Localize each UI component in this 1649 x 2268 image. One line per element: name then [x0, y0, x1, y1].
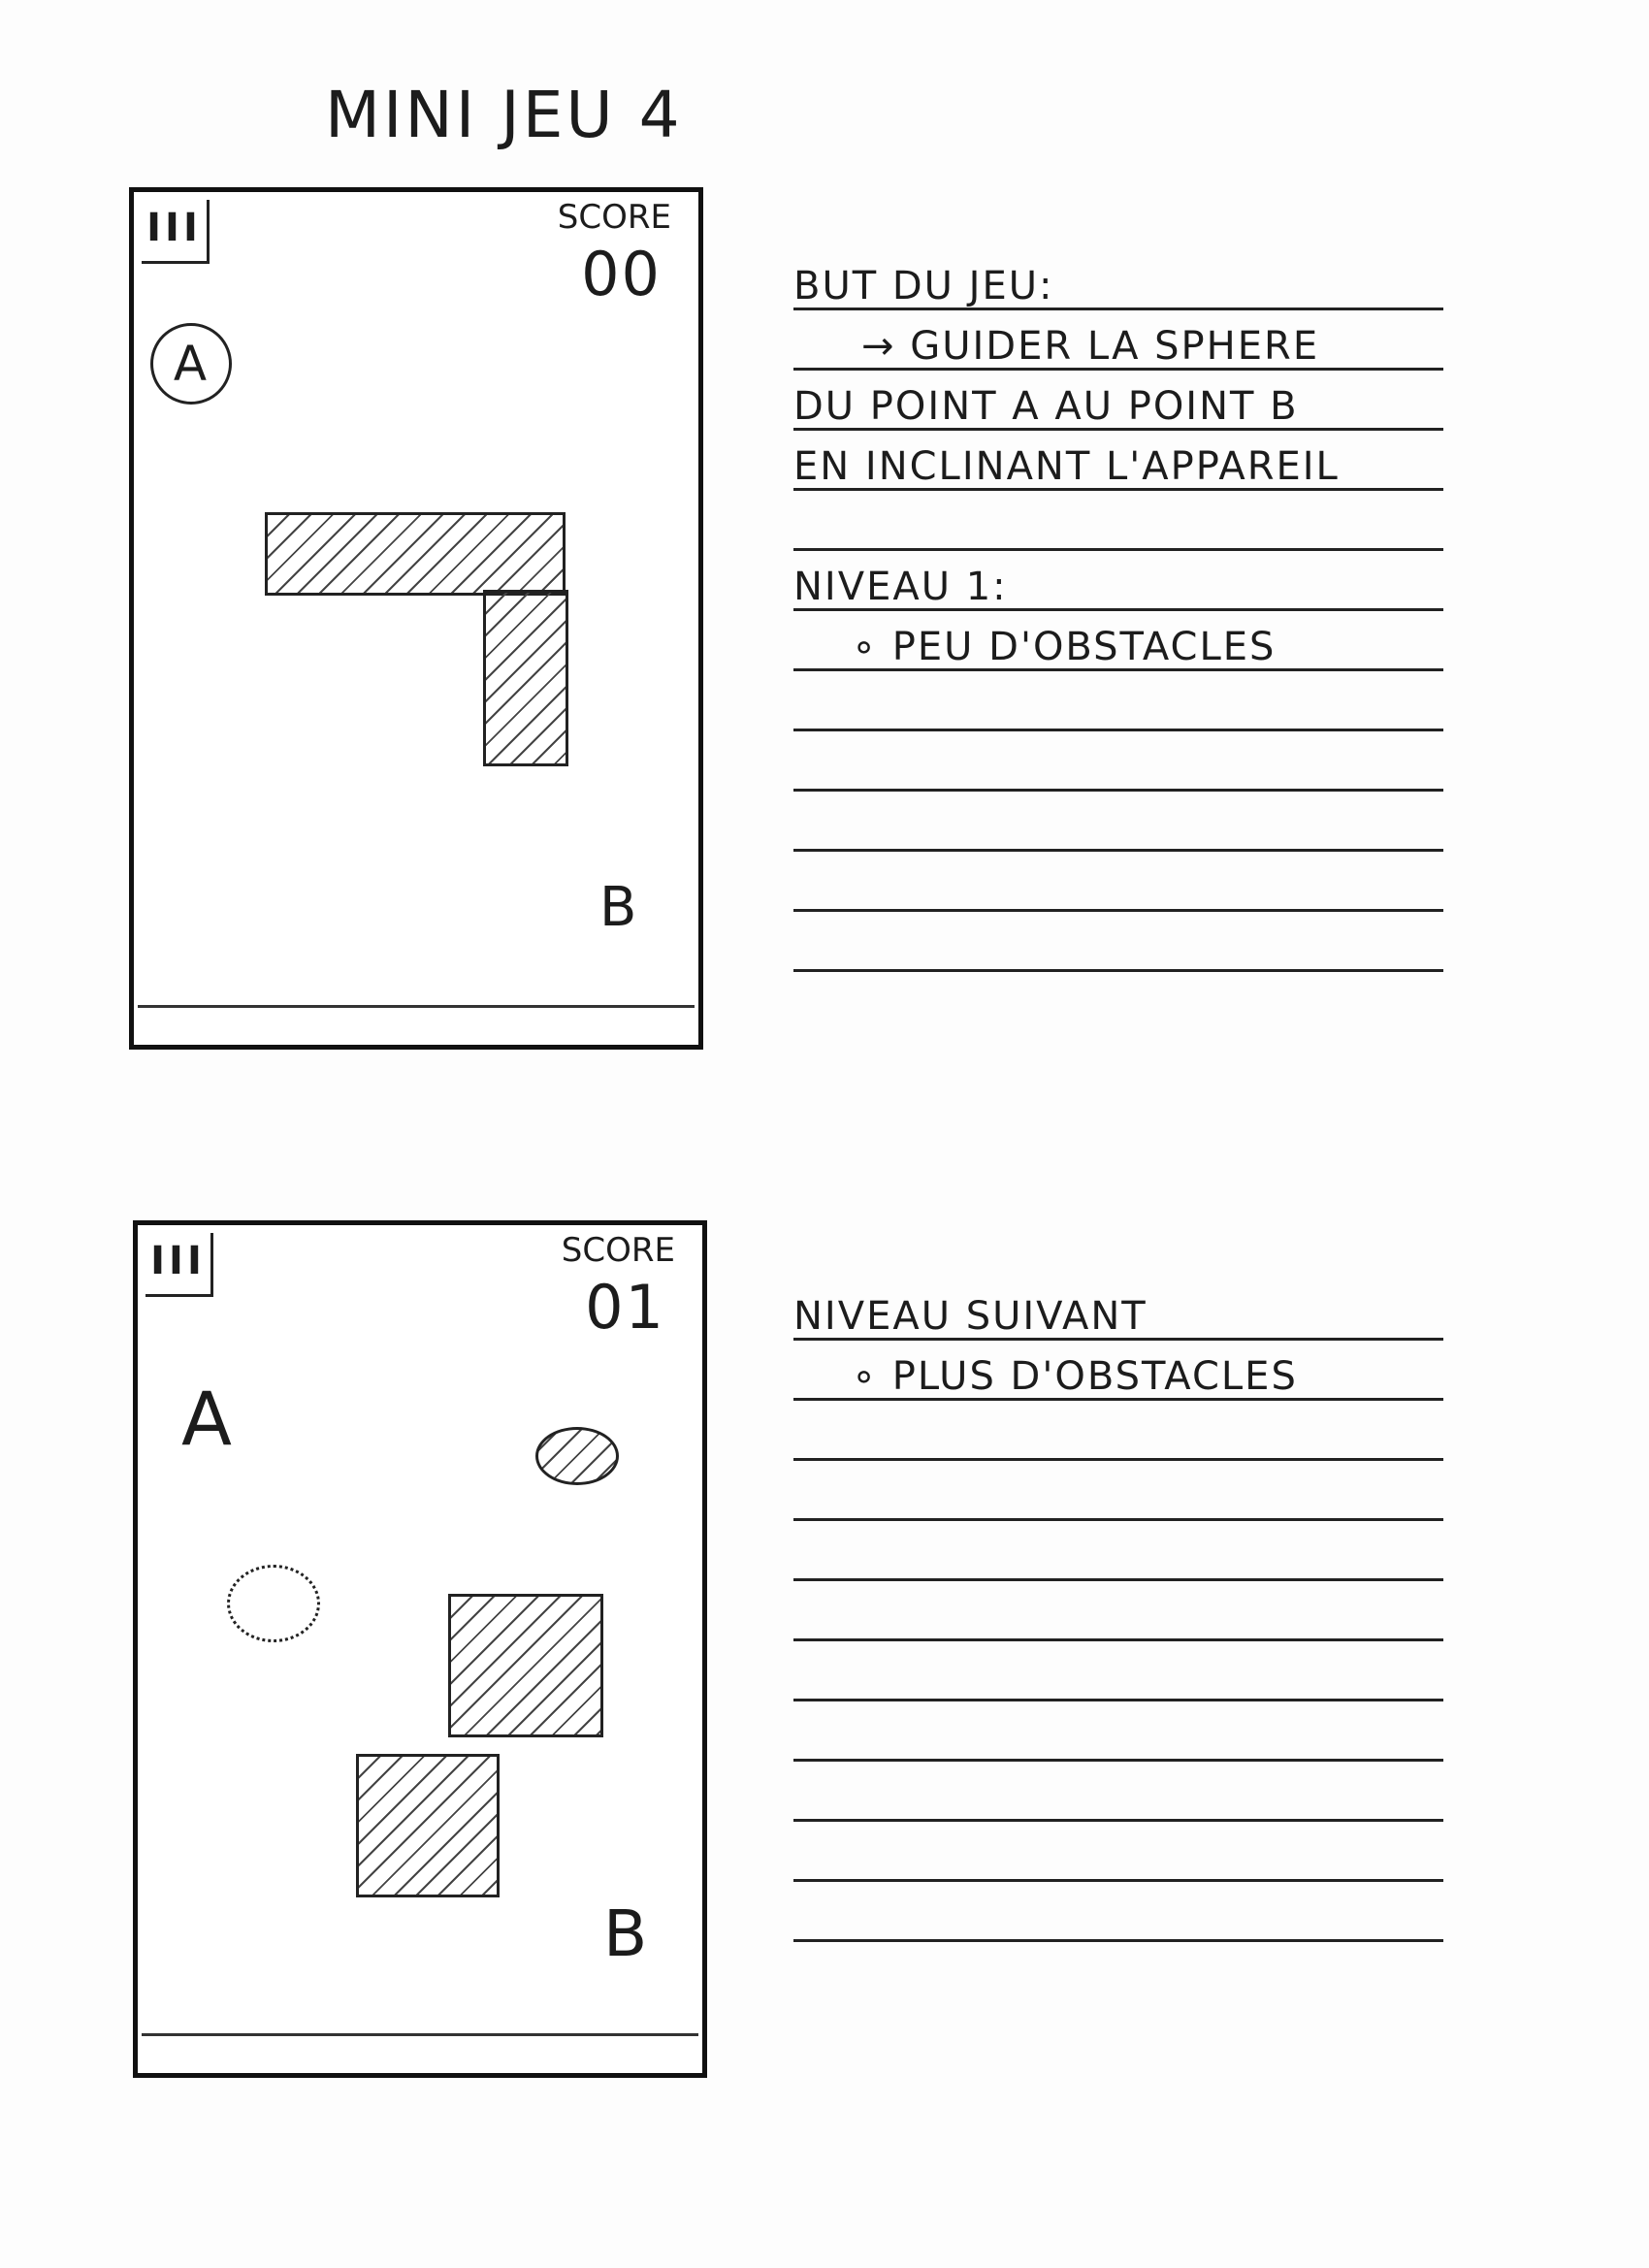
blank-line — [793, 1641, 1443, 1701]
blank-line — [793, 1521, 1443, 1581]
note-next-heading: NIVEAU SUIVANT — [793, 1280, 1443, 1341]
page-title: MINI JEU 4 — [325, 78, 683, 152]
bottom-bar — [142, 2033, 698, 2036]
blank-line — [793, 491, 1443, 551]
hole-round — [227, 1565, 320, 1642]
pause-button[interactable]: III — [146, 1233, 213, 1297]
blank-line — [793, 1882, 1443, 1942]
start-point-a: A — [181, 1376, 234, 1462]
end-point-b: B — [603, 1896, 650, 1971]
game-screen-level-1 — [129, 187, 703, 1050]
obstacle-horizontal-bar — [265, 512, 566, 596]
notes-next-level — [793, 1280, 1443, 1942]
score-value: 00 — [581, 239, 662, 309]
note-level-item: ∘ PEU D'OBSTACLES — [793, 611, 1443, 671]
blank-line — [793, 1461, 1443, 1521]
score-label: SCORE — [561, 1231, 675, 1270]
notes-goal — [793, 250, 1443, 972]
end-point-b: B — [599, 876, 639, 939]
note-goal-heading: BUT DU JEU: — [793, 250, 1443, 310]
obstacle-square-top — [448, 1594, 603, 1737]
blank-line — [793, 1581, 1443, 1641]
note-next-item: ∘ PLUS D'OBSTACLES — [793, 1341, 1443, 1401]
note-goal-line-2: DU POINT A AU POINT B — [793, 371, 1443, 431]
note-level-heading: NIVEAU 1: — [793, 551, 1443, 611]
score-value: 01 — [585, 1272, 665, 1343]
blank-line — [793, 1401, 1443, 1461]
obstacle-square-bottom — [356, 1754, 500, 1897]
blank-line — [793, 852, 1443, 912]
blank-line — [793, 731, 1443, 792]
bottom-bar — [138, 1005, 695, 1008]
blank-line — [793, 912, 1443, 972]
note-goal-line-3: EN INCLINANT L'APPAREIL — [793, 431, 1443, 491]
blank-line — [793, 671, 1443, 731]
obstacle-vertical-bar — [483, 590, 568, 766]
obstacle-round — [535, 1427, 619, 1485]
start-point-a: A — [150, 323, 232, 405]
game-screen-next-level — [133, 1220, 707, 2078]
blank-line — [793, 1822, 1443, 1882]
note-goal-line-1: → GUIDER LA SPHERE — [793, 310, 1443, 371]
pause-button[interactable]: III — [142, 200, 210, 264]
blank-line — [793, 1762, 1443, 1822]
blank-line — [793, 792, 1443, 852]
blank-line — [793, 1701, 1443, 1762]
score-label: SCORE — [557, 198, 671, 237]
